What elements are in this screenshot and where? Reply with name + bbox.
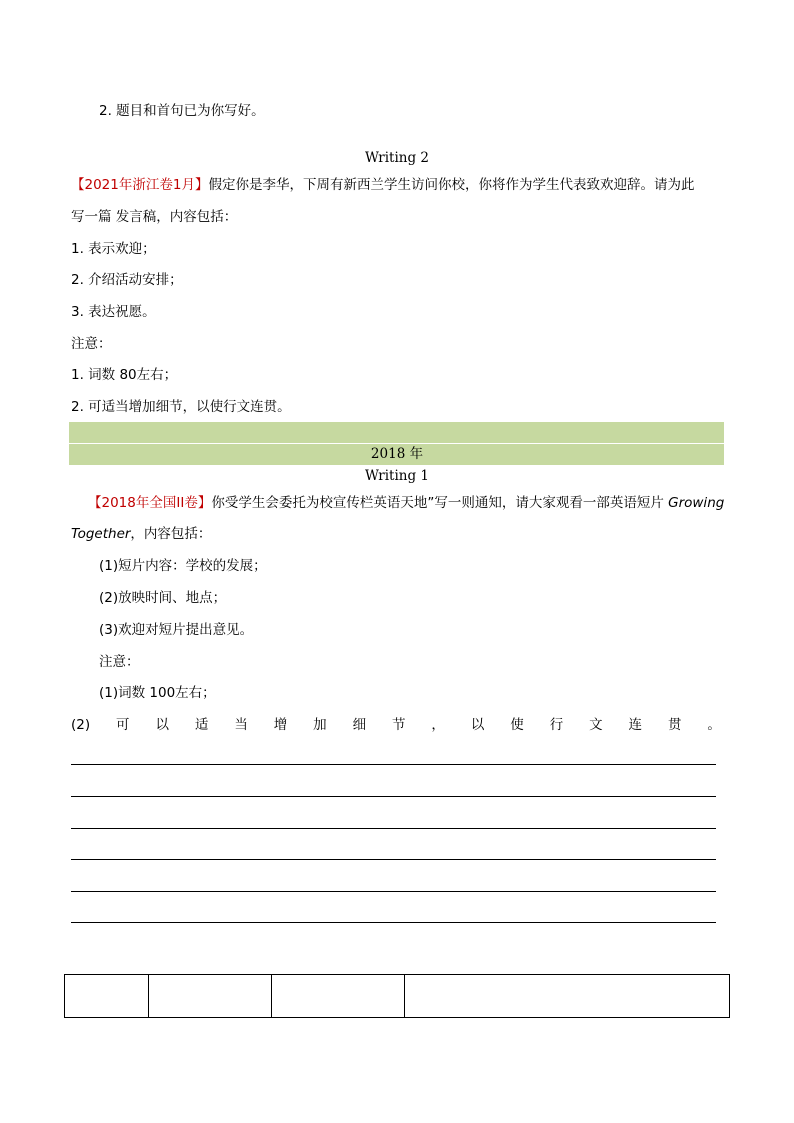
writing1-point-2: (2)放映时间、地点； bbox=[99, 590, 227, 606]
note2-char: 连 bbox=[628, 717, 643, 733]
answer-line[interactable] bbox=[71, 764, 716, 765]
film-title-part1: Growing bbox=[668, 495, 725, 511]
answer-line[interactable] bbox=[71, 796, 716, 797]
writing1-point-3: (3)欢迎对短片提出意见。 bbox=[99, 622, 254, 638]
writing2-note-1: 1. 词数 80左右； bbox=[71, 367, 178, 383]
answer-line[interactable] bbox=[71, 891, 716, 892]
note2-char: 细 bbox=[352, 717, 367, 733]
answer-line[interactable] bbox=[71, 859, 716, 860]
writing1-note-1: (1)词数 100左右； bbox=[99, 685, 216, 701]
footer-cell bbox=[149, 975, 272, 1018]
note2-char: 行 bbox=[549, 717, 564, 733]
writing2-point-1: 1. 表示欢迎； bbox=[71, 241, 156, 257]
note2-char: 以 bbox=[155, 717, 169, 733]
writing2-prompt-line1 bbox=[71, 176, 694, 194]
writing1-prompt: 你受学生会委托为校宣传栏英语天地”写一则通知，请大家观看一部英语短片 bbox=[211, 495, 664, 511]
writing1-note-2 bbox=[71, 716, 721, 734]
writing2-point-2: 2. 介绍活动安排； bbox=[71, 272, 183, 288]
note2-char: 贯 bbox=[667, 717, 682, 733]
answer-line[interactable] bbox=[71, 828, 716, 829]
writing2-notes-label: 注意： bbox=[71, 336, 112, 352]
footer-table bbox=[64, 974, 730, 1018]
writing1-point-1: (1)短片内容：学校的发展； bbox=[99, 558, 267, 574]
note2-char: 节 bbox=[392, 717, 406, 733]
note2-char: 可 bbox=[116, 717, 130, 733]
footer-cell bbox=[405, 975, 730, 1018]
footer-cell bbox=[272, 975, 405, 1018]
writing2-prompt-line2: 写一篇 发言稿，内容包括： bbox=[71, 209, 238, 225]
top-note: 2. 题目和首句已为你写好。 bbox=[99, 103, 265, 119]
note2-char: 使 bbox=[510, 717, 524, 733]
note2-char: 文 bbox=[589, 717, 603, 733]
writing1-prompt-line2 bbox=[71, 525, 211, 543]
note2-char: 适 bbox=[194, 717, 209, 733]
note2-char: (2) bbox=[71, 717, 91, 733]
answer-line[interactable] bbox=[71, 922, 716, 923]
writing2-source: 【2021年浙江卷1月】 bbox=[71, 177, 209, 193]
note2-char: 当 bbox=[234, 717, 248, 733]
note2-char: ， bbox=[431, 717, 445, 733]
writing2-prompt: 假定你是李华，下周有新西兰学生访问你校，你将作为学生代表致欢迎辞。请为此 bbox=[208, 177, 695, 193]
writing1-prompt-tail: ，内容包括： bbox=[130, 526, 212, 542]
writing1-notes-label: 注意： bbox=[99, 654, 140, 670]
note2-char: 以 bbox=[470, 717, 485, 733]
writing1-source: 【2018年全国II卷】 bbox=[88, 495, 212, 511]
writing2-note-2: 2. 可适当增加细节，以使行文连贯。 bbox=[71, 399, 291, 415]
note2-char: 增 bbox=[273, 717, 288, 733]
note2-char: 。 bbox=[707, 717, 721, 733]
section-year: 2018 年 bbox=[370, 446, 424, 462]
writing2-point-3: 3. 表达祝愿。 bbox=[71, 304, 156, 320]
writing1-prompt-line1 bbox=[88, 494, 724, 512]
writing1-heading: Writing 1 bbox=[365, 468, 429, 484]
section-band-top bbox=[69, 422, 724, 443]
film-title-part2: Together bbox=[71, 526, 131, 542]
writing2-heading: Writing 2 bbox=[365, 150, 429, 166]
footer-cell bbox=[65, 975, 149, 1018]
note2-char: 加 bbox=[313, 717, 327, 733]
